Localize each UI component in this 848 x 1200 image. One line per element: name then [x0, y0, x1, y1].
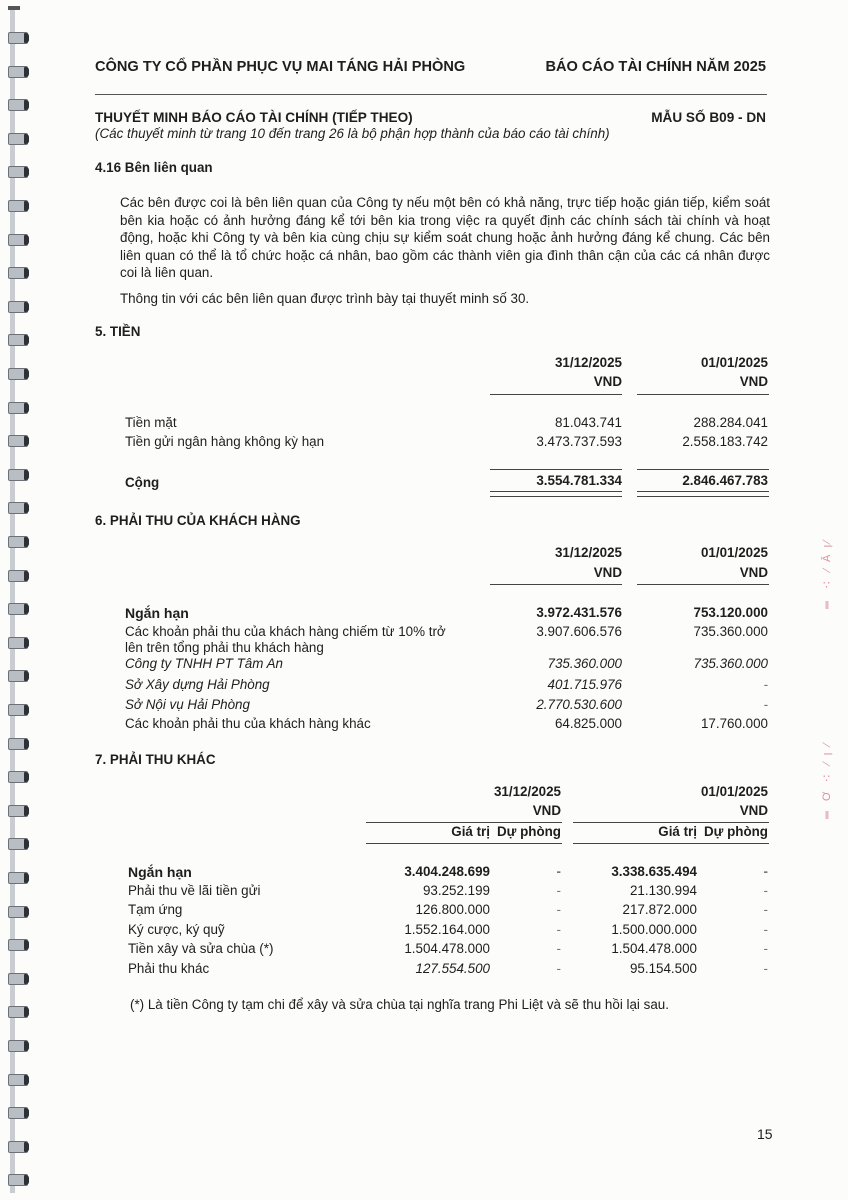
page-number: 15	[757, 1126, 773, 1142]
row-label: Ký cược, ký quỹ	[128, 922, 225, 937]
binding-ring	[8, 971, 30, 985]
binding-ring	[8, 433, 30, 447]
row-label: Ngắn hạn	[125, 605, 189, 621]
row-value: 3.404.248.699	[404, 864, 490, 879]
row-value: 217.872.000	[622, 902, 697, 917]
total-value: 2.846.467.783	[682, 473, 768, 488]
col-date-1: 31/12/2025	[554, 545, 622, 560]
seal-stamp-fragment: ‖ Ơ ∴ ⁄ ꞁ ⁄	[821, 741, 833, 820]
binding-ring	[8, 299, 30, 313]
binding-ring	[8, 534, 30, 548]
row-value: 1.504.478.000	[611, 941, 697, 956]
row-label: Sở Xây dựng Hải Phòng	[125, 677, 270, 692]
subcol-rule-2	[573, 843, 769, 844]
binding-ring	[8, 1172, 30, 1186]
row-value: 1.552.164.000	[404, 922, 490, 937]
row-label: Tiền mặt	[125, 415, 177, 430]
binding-ring	[8, 198, 30, 212]
row-provision: -	[763, 883, 768, 898]
col-rule-1	[366, 822, 562, 823]
binding-ring	[8, 97, 30, 111]
section-5-heading: 5. TIỀN	[95, 324, 141, 339]
row-provision: -	[556, 941, 561, 956]
row-label: Các khoản phải thu của khách hàng khác	[125, 716, 371, 731]
row-value: 401.715.976	[547, 677, 622, 692]
subcol-value-1: Giá trị	[451, 824, 490, 839]
row-label: Sở Nội vụ Hải Phòng	[125, 697, 250, 712]
binding-ring	[8, 164, 30, 178]
binding-ring	[8, 836, 30, 850]
header-divider	[95, 94, 767, 95]
binding-ring	[8, 64, 30, 78]
row-provision: -	[556, 961, 561, 976]
row-value: 735.360.000	[693, 624, 768, 639]
col-rule-2	[637, 394, 769, 395]
double-underline-2	[637, 491, 769, 497]
footnote: (*) Là tiền Công ty tạm chi để xây và sửa chùa tại nghĩa trang Phi Liệt và sẽ thu hồi lại sau.	[130, 997, 669, 1012]
row-value: 3.473.737.593	[536, 434, 622, 449]
binding-ring	[8, 668, 30, 682]
binding-ring	[8, 366, 30, 380]
row-value: 2.558.183.742	[682, 434, 768, 449]
col-date-2: 01/01/2025	[700, 784, 768, 799]
col-unit-2: VND	[739, 803, 768, 818]
subcol-value-2: Giá trị	[658, 824, 697, 839]
row-value: 3.907.606.576	[536, 624, 622, 639]
notes-title: THUYẾT MINH BÁO CÁO TÀI CHÍNH (TIẾP THEO)	[95, 110, 413, 125]
binding-ring	[8, 400, 30, 414]
col-rule-1	[490, 584, 622, 585]
row-label: Phải thu về lãi tiền gửi	[128, 883, 261, 898]
row-value: 2.770.530.600	[536, 697, 622, 712]
row-provision: -	[763, 902, 768, 917]
col-date-1: 31/12/2025	[493, 784, 561, 799]
row-label: Phải thu khác	[128, 961, 210, 976]
row-label: Ngắn hạn	[128, 864, 192, 880]
row-provision: -	[763, 961, 768, 976]
binding-ring	[8, 1004, 30, 1018]
col-date-2: 01/01/2025	[700, 355, 768, 370]
binding-ring	[8, 601, 30, 615]
binding-ring	[8, 937, 30, 951]
row-value: 3.338.635.494	[611, 864, 697, 879]
binding-ring	[8, 1038, 30, 1052]
binding-ring	[8, 131, 30, 145]
col-date-2: 01/01/2025	[700, 545, 768, 560]
row-value: 127.554.500	[415, 961, 490, 976]
row-value: 126.800.000	[415, 902, 490, 917]
row-value: 93.252.199	[422, 883, 490, 898]
row-label: Tiền xây và sửa chùa (*)	[128, 941, 274, 956]
row-value: 3.972.431.576	[536, 605, 622, 620]
col-date-1: 31/12/2025	[554, 355, 622, 370]
col-rule-1	[490, 394, 622, 395]
row-value: 735.360.000	[547, 656, 622, 671]
binding-ring	[8, 265, 30, 279]
total-rule-1	[490, 469, 622, 470]
row-label-cont: lên trên tổng phải thu khách hàng	[125, 640, 324, 655]
section-6-heading: 6. PHẢI THU CỦA KHÁCH HÀNG	[95, 513, 301, 528]
row-value: 95.154.500	[629, 961, 697, 976]
report-title: BÁO CÁO TÀI CHÍNH NĂM 2025	[545, 59, 766, 75]
col-unit-2: VND	[739, 565, 768, 580]
total-label: Cộng	[125, 475, 160, 490]
col-unit-1: VND	[593, 374, 622, 389]
binding-ring	[8, 232, 30, 246]
subcol-provision-2: Dự phòng	[704, 824, 768, 839]
row-label: Tiền gửi ngân hàng không kỳ hạn	[125, 434, 325, 449]
total-value: 3.554.781.334	[536, 473, 622, 488]
row-value: 64.825.000	[554, 716, 622, 731]
binding-ring	[8, 769, 30, 783]
row-value: 735.360.000	[693, 656, 768, 671]
row-value: -	[763, 697, 768, 712]
total-rule-2	[637, 469, 769, 470]
binding-ring	[8, 1072, 30, 1086]
subcol-rule-1	[366, 843, 562, 844]
binding-ring	[8, 803, 30, 817]
section-416-heading: 4.16 Bên liên quan	[95, 160, 213, 175]
binding-ring	[8, 870, 30, 884]
row-value: 288.284.041	[693, 415, 768, 430]
section-7-heading: 7. PHẢI THU KHÁC	[95, 752, 216, 767]
row-value: 1.500.000.000	[611, 922, 697, 937]
row-provision: -	[763, 941, 768, 956]
row-value: -	[763, 677, 768, 692]
col-unit-2: VND	[739, 374, 768, 389]
notes-subtitle: (Các thuyết minh từ trang 10 đến trang 26 là bộ phận hợp thành của báo cáo tài chính)	[95, 126, 610, 141]
company-name: CÔNG TY CỔ PHẦN PHỤC VỤ MAI TÁNG HẢI PHÒNG	[95, 59, 466, 75]
double-underline-1	[490, 491, 622, 497]
row-provision: -	[763, 864, 768, 879]
row-provision: -	[556, 902, 561, 917]
binding-ring	[8, 702, 30, 716]
col-rule-2	[637, 584, 769, 585]
binding-ring	[8, 1105, 30, 1119]
row-value: 1.504.478.000	[404, 941, 490, 956]
binding-top	[8, 6, 20, 10]
row-value: 17.760.000	[700, 716, 768, 731]
subcol-provision-1: Dự phòng	[497, 824, 561, 839]
col-unit-1: VND	[593, 565, 622, 580]
seal-stamp-fragment: ‖ ∴ ⁄ Ā ꞁ⁄	[821, 538, 833, 610]
row-provision: -	[556, 864, 561, 879]
binding-ring	[8, 332, 30, 346]
binding-ring	[8, 467, 30, 481]
row-value: 21.130.994	[629, 883, 697, 898]
section-416-reference: Thông tin với các bên liên quan được trình bày tại thuyết minh số 30.	[120, 291, 530, 306]
row-provision: -	[763, 922, 768, 937]
row-label: Tạm ứng	[128, 902, 183, 917]
row-provision: -	[556, 883, 561, 898]
row-label: Công ty TNHH PT Tâm An	[125, 656, 283, 671]
row-value: 81.043.741	[554, 415, 622, 430]
binding-ring	[8, 568, 30, 582]
col-unit-1: VND	[532, 803, 561, 818]
row-label: Các khoản phải thu của khách hàng chiếm từ 10% trở	[125, 624, 446, 639]
col-rule-2	[573, 822, 769, 823]
form-code: MẪU SỐ B09 - DN	[651, 110, 766, 125]
binding-ring	[8, 736, 30, 750]
binding-ring	[8, 500, 30, 514]
binding-ring	[8, 635, 30, 649]
section-416-paragraph: Các bên được coi là bên liên quan của Công ty nếu một bên có khả năng, trực tiếp hoặc gián tiếp, kiểm soát bên kia hoặc có ảnh hưởng đáng kể tới bên kia trong việc ra quyết định các chính sách tài chính và hoạt động, hoặc khi Công ty và bên kia cùng chịu sự kiểm soát chung hoặc ảnh hưởng đáng kể chung. Các bên liên quan có thể là tổ chức hoặc cá nhân, bao gồm các thành viên gia đình thân cận của các cá nhân được coi là liên quan.	[120, 195, 770, 281]
row-value: 753.120.000	[693, 605, 768, 620]
binding-ring	[8, 1139, 30, 1153]
binding-ring	[8, 904, 30, 918]
row-provision: -	[556, 922, 561, 937]
binding-ring	[8, 30, 30, 44]
